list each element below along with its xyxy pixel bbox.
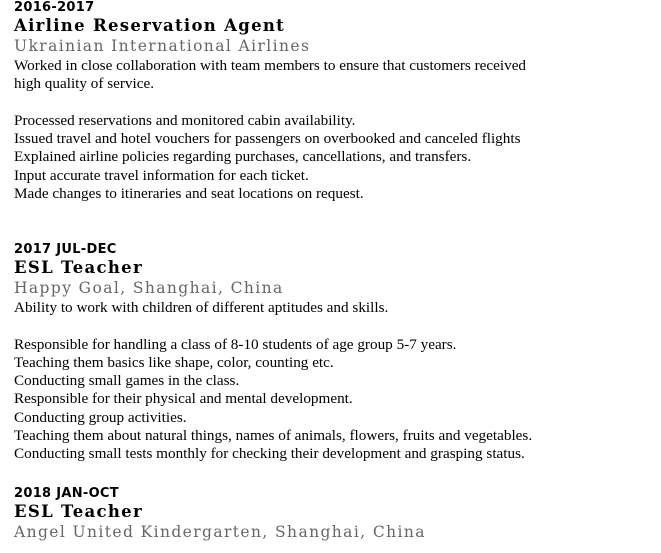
duty-item: Conducting group activities. [14, 408, 187, 426]
entry-dates: 2017 JUL-DEC [14, 242, 117, 257]
duty-item: Responsible for their physical and mental development. [14, 390, 353, 408]
paragraph-gap [14, 94, 654, 112]
paragraph-gap [14, 317, 654, 335]
duty-item: Made changes to itineraries and seat locations on request. [14, 185, 364, 203]
duty-item: Teaching them about natural things, names of animals, flowers, fruits and vegetables. [14, 427, 533, 445]
summary-line: Ability to work with children of different aptitudes and skills. [14, 299, 389, 316]
duty-item: Processed reservations and monitored cabin availability. [14, 111, 356, 129]
job-summary [14, 299, 654, 317]
job-title: ESL Teacher [14, 258, 143, 277]
experience-entry [14, 0, 654, 203]
entry-dates: 2018 JAN-OCT [14, 486, 119, 501]
company-name: Happy Goal, Shanghai, China [14, 279, 284, 297]
duty-item: Teaching them basics like shape, color, counting etc. [14, 353, 334, 371]
duties-list [14, 112, 654, 203]
experience-entry [14, 486, 654, 543]
job-title: ESL Teacher [14, 502, 143, 521]
duty-item: Responsible for handling a class of 8-10 students of age group 5-7 years. [14, 335, 457, 353]
duty-item: Conducting small games in the class. [14, 372, 240, 390]
job-title: Airline Reservation Agent [14, 16, 286, 35]
duties-list [14, 336, 654, 464]
duty-item: Issued travel and hotel vouchers for passengers on overbooked and canceled flights [14, 130, 521, 148]
summary-line: Worked in close collaboration with team members to ensure that customers received [14, 57, 527, 74]
job-summary [14, 57, 654, 94]
entry-dates: 2016-2017 [14, 0, 95, 15]
company-name: Ukrainian International Airlines [14, 37, 311, 55]
duty-item: Explained airline policies regarding purchases, cancellations, and transfers. [14, 148, 472, 166]
experience-entry [14, 242, 654, 464]
summary-line: high quality of service. [14, 75, 155, 93]
company-name: Angel United Kindergarten, Shanghai, China [14, 523, 426, 541]
duty-item: Input accurate travel information for each ticket. [14, 166, 309, 184]
duty-item: Conducting small tests monthly for checking their development and grasping status. [14, 445, 525, 463]
